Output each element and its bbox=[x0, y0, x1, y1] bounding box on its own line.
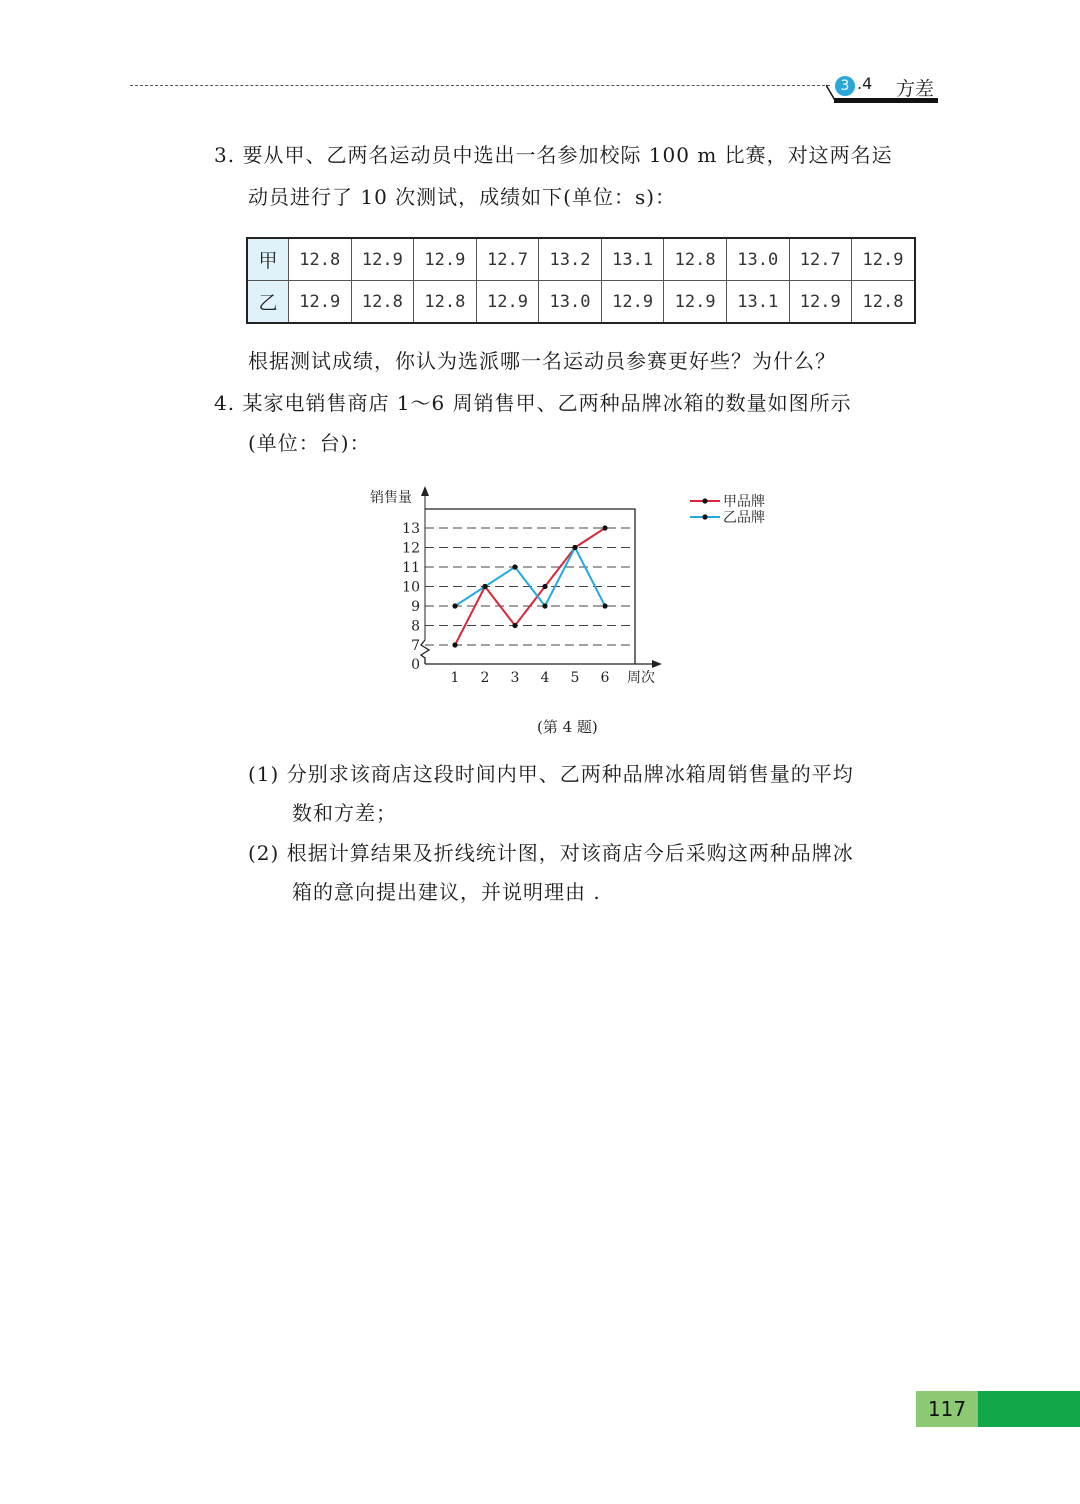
y-tick-label: 0 bbox=[411, 657, 420, 673]
table-cell: 12.8 bbox=[852, 281, 915, 324]
table-cell: 12.8 bbox=[414, 281, 477, 324]
scores-table bbox=[246, 237, 916, 324]
table-cell: 12.9 bbox=[601, 281, 664, 324]
q3-line1 bbox=[214, 141, 893, 169]
y-tick-label: 7 bbox=[411, 638, 420, 654]
y-tick-label: 11 bbox=[402, 560, 420, 576]
q4-sub1-line1 bbox=[248, 760, 854, 788]
legend-label: 甲品牌 bbox=[723, 494, 765, 510]
row-label-jia: 甲 bbox=[247, 238, 289, 281]
y-axis-arrow-icon bbox=[421, 486, 429, 496]
table-cell: 13.0 bbox=[726, 238, 789, 281]
data-point bbox=[482, 584, 487, 589]
data-point bbox=[452, 642, 457, 647]
data-point bbox=[542, 584, 547, 589]
y-tick-label: 10 bbox=[402, 579, 420, 596]
table-cell: 12.7 bbox=[476, 238, 539, 281]
table-cell: 12.9 bbox=[414, 238, 477, 281]
section-number-badge: 3 bbox=[835, 76, 855, 96]
page-number-bar bbox=[978, 1391, 1080, 1427]
q4-text-line1: 某家电销售商店 1～6 周销售甲、乙两种品牌冰箱的数量如图所示 bbox=[242, 391, 852, 415]
q4-sub1-text-line2: 数和方差； bbox=[292, 801, 397, 825]
data-point bbox=[512, 623, 517, 628]
sales-line-chart bbox=[360, 480, 800, 700]
legend-point bbox=[702, 498, 707, 503]
table-cell: 12.9 bbox=[351, 238, 414, 281]
q4-line1 bbox=[214, 389, 852, 417]
table-cell: 12.9 bbox=[476, 281, 539, 324]
series-line-yi bbox=[455, 548, 605, 607]
table-cell: 12.8 bbox=[289, 238, 352, 281]
x-tick-label: 4 bbox=[540, 670, 550, 686]
row-label-yi: 乙 bbox=[247, 281, 289, 324]
table-cell: 12.8 bbox=[664, 238, 727, 281]
x-tick-label: 2 bbox=[480, 670, 490, 686]
axis-break-icon bbox=[421, 640, 429, 664]
page-number: 117 bbox=[916, 1391, 978, 1427]
legend-point bbox=[702, 514, 707, 519]
q4-sub1-text-line1: 分别求该商店这段时间内甲、乙两种品牌冰箱周销售量的平均 bbox=[286, 762, 854, 786]
y-tick-label: 9 bbox=[411, 599, 420, 615]
q4-sub2-text-line1: 根据计算结果及折线统计图，对该商店今后采购这两种品牌冰 bbox=[286, 841, 854, 865]
section-number-suffix: .4 bbox=[857, 74, 873, 93]
table-cell: 12.9 bbox=[789, 281, 852, 324]
q4-sub2-text-line2: 箱的意向提出建议，并说明理由 . bbox=[292, 880, 601, 904]
x-tick-label: 6 bbox=[600, 670, 610, 686]
q3-text-line1: 要从甲、乙两名运动员中选出一名参加校际 100 m 比赛，对这两名运 bbox=[242, 143, 893, 167]
x-tick-label: 1 bbox=[450, 670, 460, 686]
x-tick-label: 3 bbox=[510, 670, 520, 686]
q3-text-line2: 动员进行了 10 次测试，成绩如下(单位：s)： bbox=[248, 185, 677, 209]
data-point bbox=[542, 603, 547, 608]
x-axis-arrow-icon bbox=[652, 660, 662, 668]
table-row bbox=[247, 238, 915, 281]
y-tick-label: 8 bbox=[411, 618, 420, 635]
table-cell: 12.8 bbox=[351, 281, 414, 324]
table-cell: 12.9 bbox=[289, 281, 352, 324]
figure-caption: (第 4 题) bbox=[537, 718, 598, 736]
q4-sub2-number: (2) bbox=[248, 841, 280, 865]
table-cell: 13.0 bbox=[539, 281, 602, 324]
data-point bbox=[602, 603, 607, 608]
x-axis-label: 周次 bbox=[627, 670, 655, 686]
table-cell: 12.7 bbox=[789, 238, 852, 281]
x-tick-label: 5 bbox=[570, 670, 580, 686]
table-cell: 13.1 bbox=[601, 238, 664, 281]
data-point bbox=[452, 603, 457, 608]
legend-label: 乙品牌 bbox=[723, 510, 765, 526]
data-point bbox=[602, 525, 607, 530]
table-cell: 13.1 bbox=[726, 281, 789, 324]
q3-question: 根据测试成绩，你认为选派哪一名运动员参赛更好些？为什么？ bbox=[248, 349, 836, 373]
table-row bbox=[247, 281, 915, 324]
q4-number: 4. bbox=[214, 391, 236, 415]
table-cell: 12.9 bbox=[664, 281, 727, 324]
data-point bbox=[512, 564, 517, 569]
data-point bbox=[572, 545, 577, 550]
y-axis-label: 销售量 bbox=[370, 490, 412, 506]
q3-number: 3. bbox=[214, 143, 236, 167]
q4-sub2-line1 bbox=[248, 839, 854, 867]
section-title: 方差 bbox=[896, 78, 935, 100]
y-tick-label: 12 bbox=[402, 540, 420, 557]
q4-sub1-number: (1) bbox=[248, 762, 280, 786]
q4-text-line2: (单位：台)： bbox=[248, 431, 371, 455]
table-cell: 13.2 bbox=[539, 238, 602, 281]
y-tick-label: 13 bbox=[402, 521, 420, 537]
table-cell: 12.9 bbox=[852, 238, 915, 281]
header-dashed-rule bbox=[130, 85, 830, 86]
